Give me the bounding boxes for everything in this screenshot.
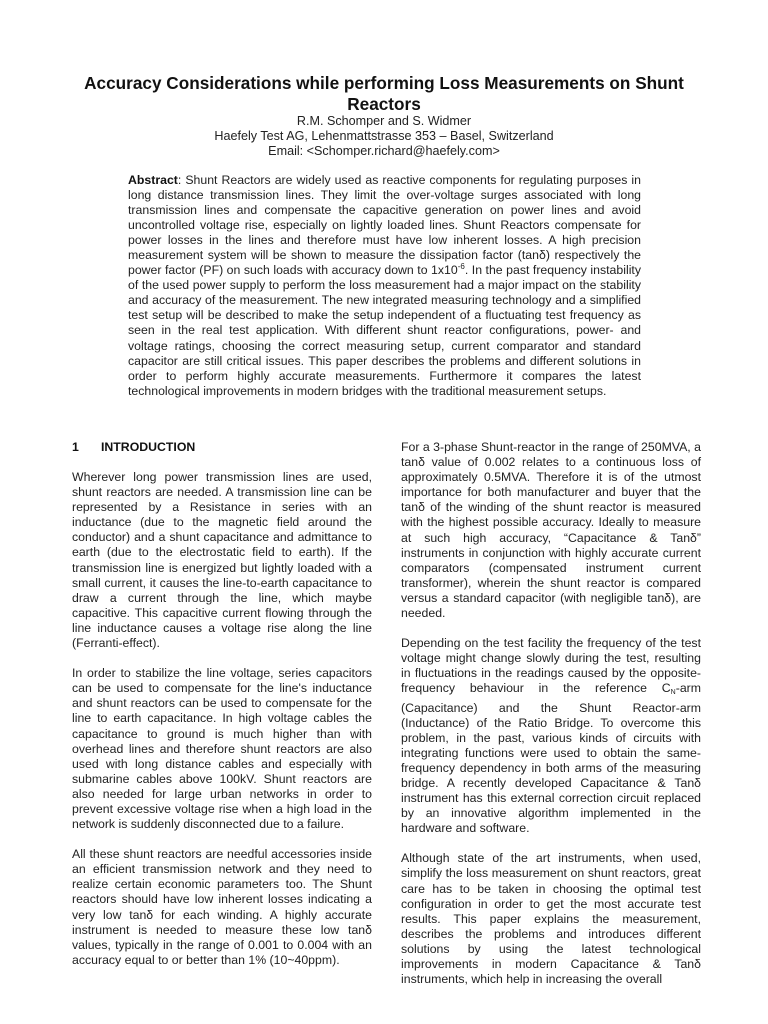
paragraph: For a 3-phase Shunt-reactor in the range of 250MVA, a tanδ value of 0.002 relates to a continuous loss of approximately 0.5MVA. Therefore it is of the utmost importance for both manufacturer and buyer that the tanδ of the winding of the shunt reactor is measured with the highest possible accuracy. Ideally to measure at such high accuracy, “Capacitance & Tanδ” instruments in conjunction with highly accurate current comparators (compensated instrument current transformer), wherein the shunt reactor is compared versus a standard capacitor (with negligible tanδ), are needed. <box>401 440 701 621</box>
capacitance-subscript: N <box>670 689 676 697</box>
paper-title: Accuracy Considerations while performing Loss Measurements on Shunt Reactors <box>84 73 684 114</box>
section-title: INTRODUCTION <box>101 440 196 454</box>
paper-authors: R.M. Schomper and S. Widmer <box>296 114 472 128</box>
abstract-exponent: -6 <box>457 262 465 272</box>
paragraph: Wherever long power transmission lines are used, shunt reactors are needed. A transmission line can be represented by a Resistance in series with an inductance (due to the magnetic field around the conductor) and a shunt capacitance and admittance to earth (due to the electrostatic field to earth). If the transmission line is energized but lightly loaded with a small current, it causes the line-to-earth capacitance to draw a current through the line, which maybe capacitive. This capacitive current flowing through the line inductance causes a voltage rise along the line (Ferranti-effect). <box>72 470 372 651</box>
section-number: 1 <box>72 440 79 454</box>
paragraph: Although state of the art instruments, when used, simplify the loss measurement on shunt reactors, great care has to be taken in choosing the optimal test configuration in order to get the most accurate test results. This paper explains the measurement, describes the problems and introduces different solutions by using the latest technological improvements in modern Capacitance & Tanδ instruments, which help in increasing the overall <box>401 851 701 987</box>
abstract-label: Abstract <box>128 173 178 187</box>
left-column <box>72 440 372 983</box>
abstract-text-part2: . In the past frequency instability of the used power supply to perform the loss measurement had a major impact on the stability and accuracy of the measurement. The new integrated measuring technology and a simplified test setup will be described to make the setup independent of a fluctuating test frequency as seen in the real test application. With different shunt reactor configurations, power- and voltage ratings, choosing the correct measuring setup, current comparator and standard capacitor are still critical issues. This paper describes the problems and different solutions in order to perform highly accurate measurements. Furthermore it compares the latest technological improvements in modern bridges with the traditional measurement setups. <box>128 263 641 398</box>
paragraph-text-part1: Depending on the test facility the frequency of the test voltage might change slowly during the test, resulting in fluctuations in the readings caused by the opposite-frequency behaviour in the reference C <box>401 636 701 696</box>
right-column <box>401 440 701 1002</box>
section-heading-introduction <box>72 440 372 455</box>
paragraph <box>401 636 701 836</box>
paragraph: All these shunt reactors are needful accessories inside an efficient transmission network and they need to realize certain economic parameters too. The Shunt reactors should have low inherent losses indicating a very low tanδ for each winding. A highly accurate instrument is needed to measure these low tanδ values, typically in the range of 0.001 to 0.004 with an accuracy equal to or better than 1% (10~40ppm). <box>72 847 372 967</box>
author-email: Email: <Schomper.richard@haefely.com> <box>268 144 500 158</box>
paper-affiliation: Haefely Test AG, Lehenmattstrasse 353 – Basel, Switzerland <box>214 129 554 143</box>
abstract <box>128 173 641 399</box>
abstract-text-part1: : Shunt Reactors are widely used as reactive components for regulating purposes in long distance transmission lines. They limit the over-voltage surges associated with long transmission lines and compensate the capacitive generation on power lines and avoid uncontrolled voltage rise, especially on lightly loaded lines. Shunt Reactors compensate for power losses in the lines and therefore must have low inherent losses. A high precision measurement system will be shown to measure the dissipation factor (tanδ) respectively the power factor (PF) on such loads with accuracy down to 1x10 <box>128 173 641 278</box>
paragraph-text-part2: -arm (Capacitance) and the Shunt Reactor-arm (Inductance) of the Ratio Bridge. To overcome this problem, in the past, various kinds of circuits with integrating functions were used to obtain the same-frequency dependency in both arms of the measuring bridge. A recently developed Capacitance & Tanδ instrument has this external correction circuit replaced by an innovative algorithm implemented in the hardware and software. <box>401 681 701 836</box>
paragraph: In order to stabilize the line voltage, series capacitors can be used to compensate for the line's inductance and shunt reactors can be used to compensate for the line to earth capacitance. In high voltage cables the capacitance to ground is much higher than with overhead lines and therefore shunt reactors are also used with long distance cables and especially with submarine cables above 100kV. Shunt reactors are also needed for large urban networks in order to prevent excessive voltage rise when a high load in the network is suddenly disconnected due to a failure. <box>72 666 372 832</box>
